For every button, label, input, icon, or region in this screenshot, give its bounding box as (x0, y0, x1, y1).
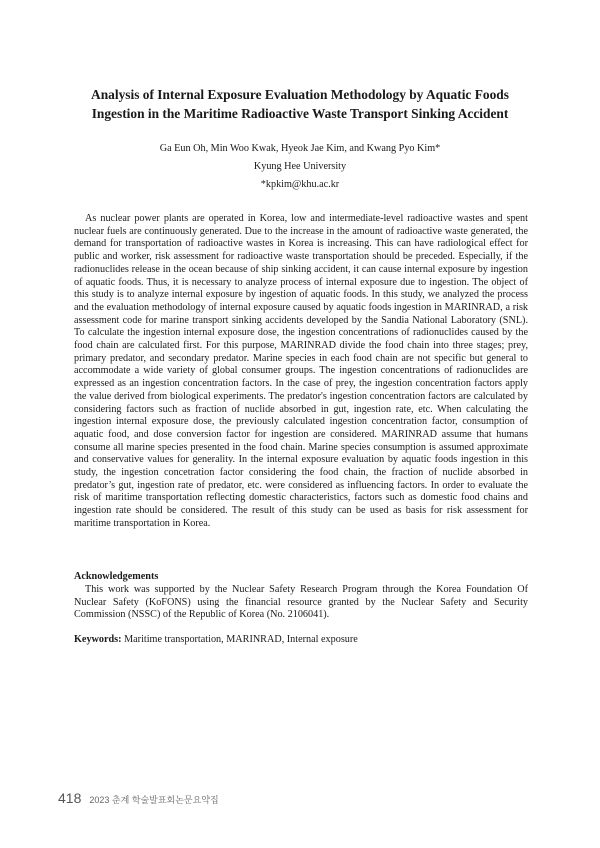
keywords-line (74, 634, 528, 647)
affiliation: Kyung Hee University (253, 161, 347, 172)
acknowledgements-text: This work was supported by the Nuclear Safety Research Program through the Korea Foundation Of Nuclear Safety (KoFONS) using the financial resource granted by the Nuclear Safety and Security Commission (NSSC) of the Republic of Korea (No. 2106041). (74, 584, 528, 621)
page-number: 418 (58, 790, 82, 806)
paper-title (60, 85, 540, 123)
proceedings-label: 2023 춘계 학술발표회논문요약집 (89, 795, 219, 805)
acknowledgements-heading: Acknowledgements (74, 571, 159, 582)
keywords-list: Maritime transportation, MARINRAD, Internal exposure (124, 634, 358, 645)
page-footer (58, 790, 219, 806)
title-line-2: Ingestion in the Maritime Radioactive Waste Transport Sinking Accident (91, 106, 509, 121)
corresponding-email: *kpkim@khu.ac.kr (260, 179, 340, 190)
title-line-1: Analysis of Internal Exposure Evaluation Methodology by Aquatic Foods (91, 87, 509, 102)
abstract-text: As nuclear power plants are operated in Korea, low and intermediate-level radioactive wastes and spent nuclear fuels are continuously generated. Due to the increase in the amount of radioactive waste generated, the demand for transportation of radioactive wastes in Korea is increasing. This can have radiological effect for public and worker, risk assessment for radioactive waste transportation should be preceded. Especially, if the radionuclides release in the ocean because of ship sinking accident, it can cause internal exposure by ingestion of aquatic foods. Thus, it is necessary to analyze process of internal exposure due to ingestion. The object of this study is to analyze internal exposure by ingestion of aquatic foods. In this study, we analyzed the process and the evaluation methodology of internal exposure caused by aquatic foods ingestion in MARINRAD, a risk assessment code for marine transport sinking accidents developed by the Sandia National Laboratory (SNL). To calculate the ingestion internal exposure dose, the ingestion concentrations of radionuclides caused by the food chain are calculated first. For this purpose, MARINRAD divide the food chain into three stages; prey, primary predator, and secondary predator. Marine species in each food chain are not specific but general to accommodate a wide variety of global consumer groups. The ingestion concentrations of radionuclides are expressed as an ingestion concentration factors. In the case of prey, the ingestion concentration factors apply the value derived from biological experiments. The predator's ingestion concentration factors are calculated by considering factors such as fraction of nuclide absorbed in gut, ingestion rate, etc. When calculating the ingestion internal exposure dose, the previously calculated ingestion concentration factor, consumption of aquatic food, and dose conversion factor for ingestion are considered. MARINRAD assume that humans consume all marine species presented in the food chain. Marine species consumption is assumed approximate and conservative values for generality. In the internal exposure evaluation by aquatic foods ingestion in this study, the ingestion concetration factor considering the food chain, the fraction of nuclide absorbed in predator’s gut, ingestion rate of predator, etc. were considered as influencing factors. In order to evaluate the risk of maritime transportation reflecting domestic characteristics, factors such as domestic food chains and ingestion rate should be considered. The result of this study can be used as basis for risk assessment for maritime transportation in Korea. (74, 213, 528, 529)
author-list: Ga Eun Oh, Min Woo Kwak, Hyeok Jae Kim, and Kwang Pyo Kim* (159, 143, 441, 154)
keywords-label: Keywords: (74, 634, 122, 645)
